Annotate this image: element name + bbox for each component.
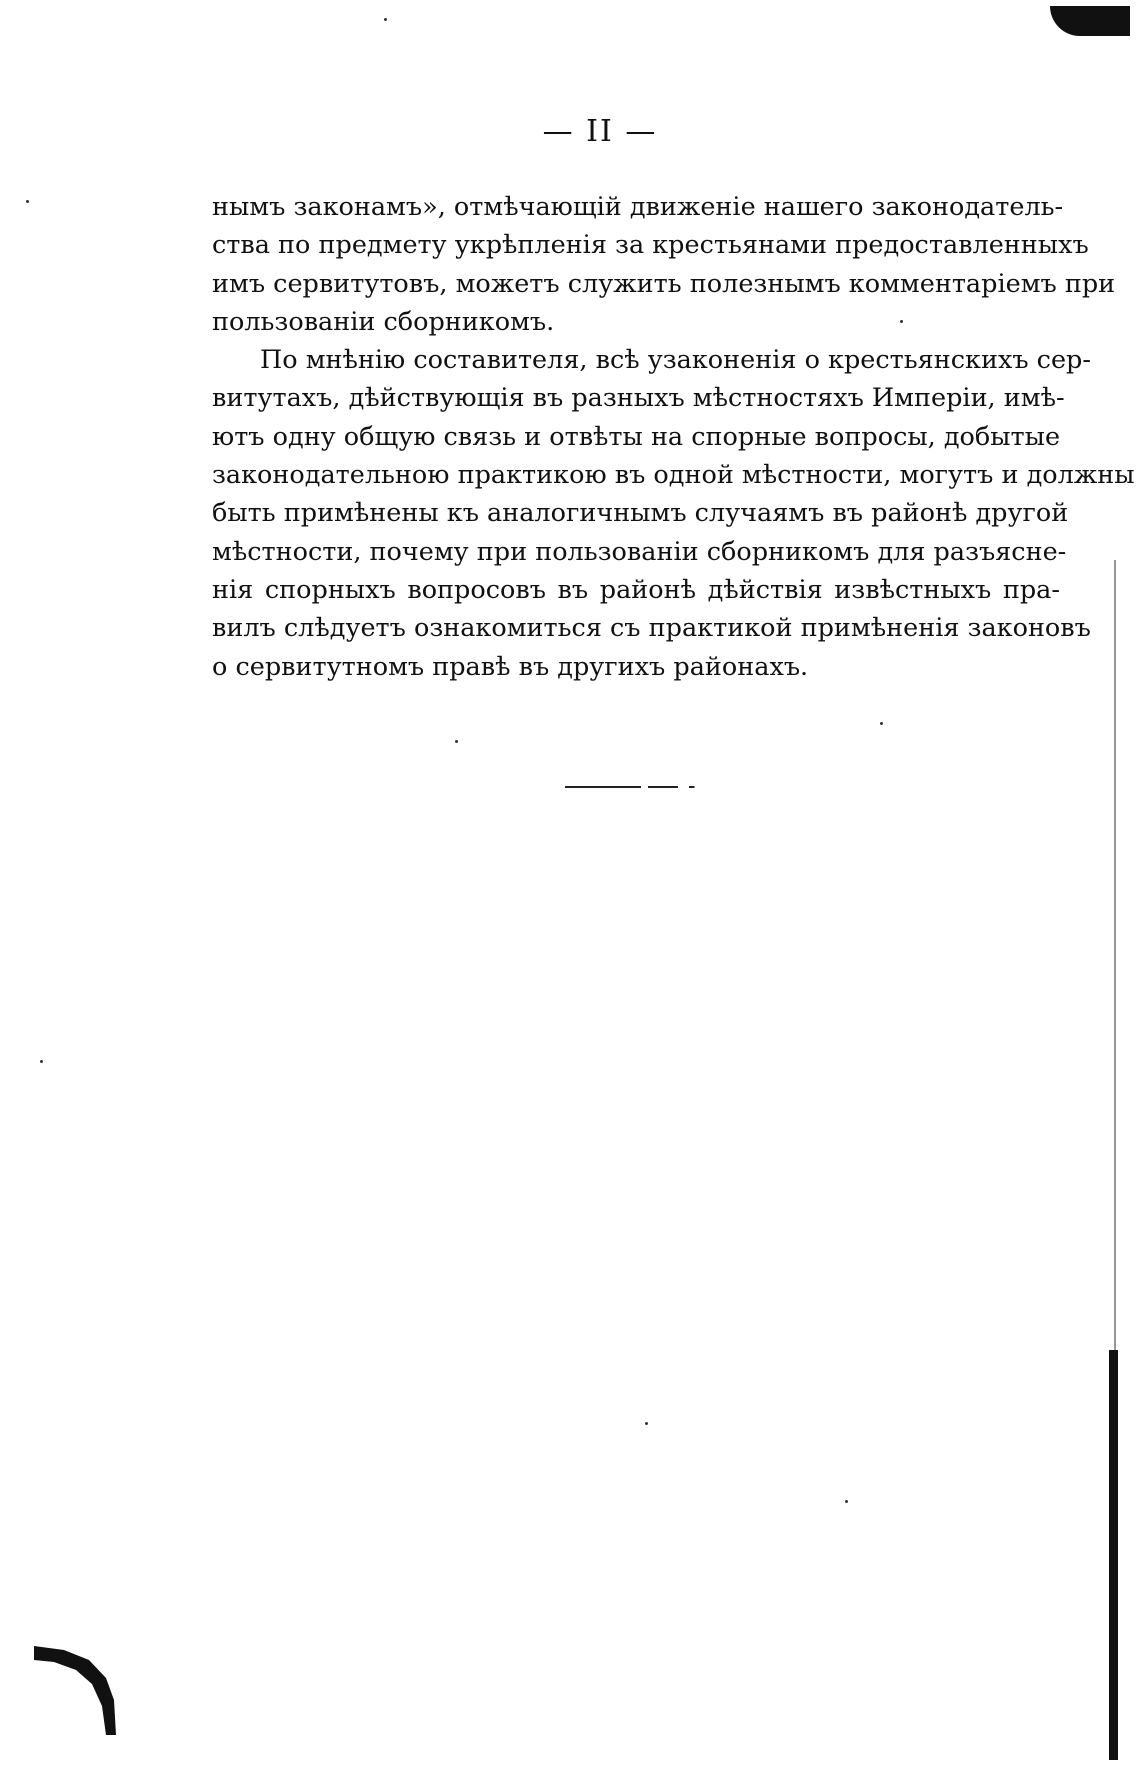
text-line: быть примѣнены къ аналогичнымъ случаямъ въ районѣ другой — [212, 498, 1069, 529]
text-line: вилъ слѣдуетъ ознакомиться съ практикой примѣненія законовъ — [212, 613, 1091, 644]
text-line: мѣстности, почему при пользованіи сборникомъ для разъясне- — [212, 536, 1067, 567]
text-line: витутахъ, дѣйствующія въ разныхъ мѣстностяхъ Имперіи, имѣ- — [212, 383, 1065, 414]
text-line: нія спорныхъ вопросовъ въ районѣ дѣйствія извѣстныхъ пра- — [212, 574, 1060, 605]
text-line: о сервитутномъ правѣ въ другихъ районахъ. — [212, 651, 809, 682]
scan-speck — [900, 320, 903, 323]
scan-artifact-top-right — [1050, 6, 1130, 36]
scan-speck — [880, 722, 883, 725]
scan-speck — [26, 200, 29, 203]
text-line: нымъ законамъ», отмѣчающій движеніе нашего законодатель- — [212, 192, 1064, 222]
scan-speck — [645, 1422, 648, 1425]
scan-speck — [845, 1500, 848, 1503]
scan-artifact-right-edge-heavy — [1109, 1350, 1118, 1760]
text-line: пользованіи сборникомъ. — [212, 306, 555, 337]
text-line: ства по предмету укрѣпленія за крестьянами предоставленныхъ — [212, 230, 1089, 261]
page-number: — II — — [542, 114, 658, 149]
scan-speck — [455, 740, 458, 743]
scan-speck — [40, 1060, 43, 1063]
text-line: ютъ одну общую связь и отвѣты на спорные вопросы, добытые — [212, 421, 1061, 452]
scan-speck — [384, 18, 387, 21]
section-separator — [565, 786, 703, 788]
paragraph-1 — [212, 188, 1116, 341]
text-line: законодательною практикою въ одной мѣстности, могутъ и должны — [212, 460, 1135, 491]
text-line: имъ сервитутовъ, можетъ служить полезнымъ комментаріемъ при — [212, 268, 1116, 299]
paragraph-2 — [212, 341, 1135, 686]
scan-artifact-bottom-left — [34, 1640, 122, 1735]
text-line: По мнѣнію составителя, всѣ узаконенія о крестьянскихъ сер- — [260, 345, 1091, 376]
body-text — [212, 188, 1135, 686]
